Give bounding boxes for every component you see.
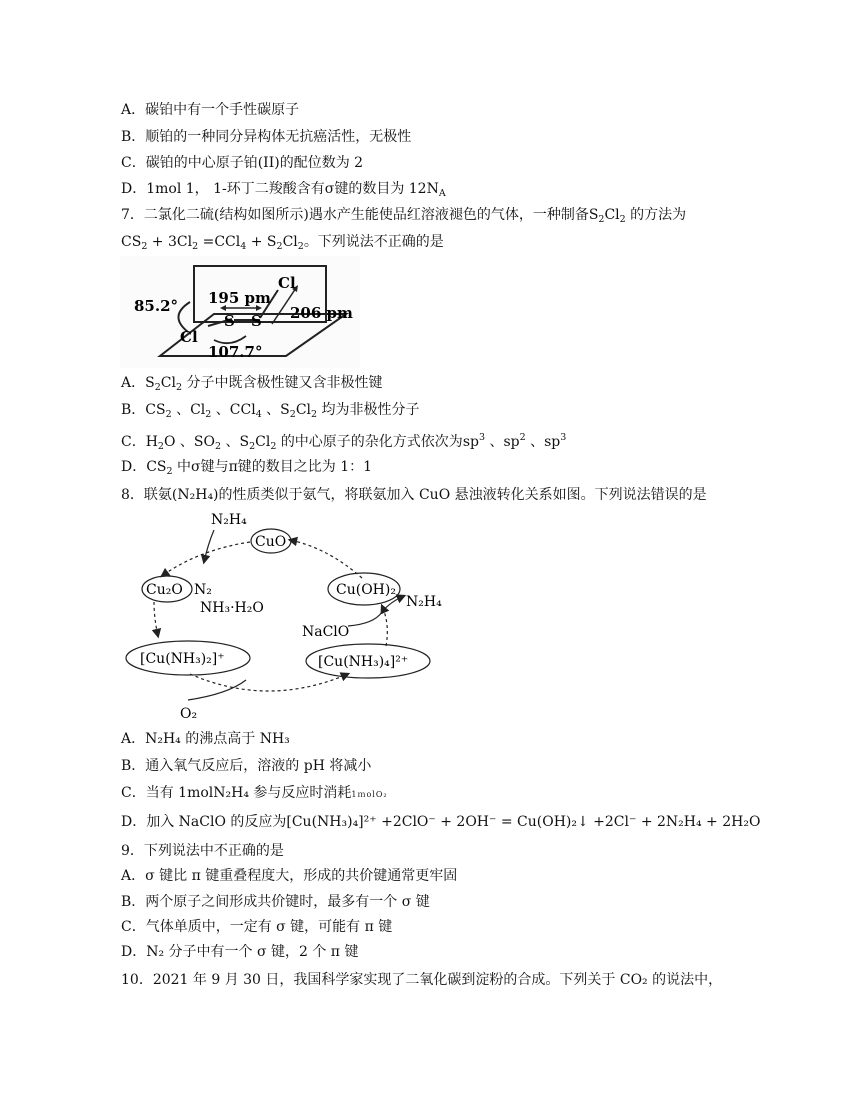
q9-stem: 9．下列说法中不正确的是 (121, 843, 284, 859)
q6-option-b: B．顺铂的一种同分异构体无抗癌活性，无极性 (121, 129, 412, 145)
q8-option-c-text: C．当有 1molN₂H₄ 参与反应时消耗 (121, 785, 352, 801)
n2h4-cycle-diagram (118, 508, 448, 723)
q7-option-a: A．$S_2Cl_2$ 分子中既含极性键又含非极性键 (121, 375, 383, 393)
n2-label: N₂ (194, 582, 212, 598)
q8-option-a: A．N₂H₄ 的沸点高于 NH₃ (121, 731, 290, 747)
q7-stem-line2: $CS_2 + 3Cl_2 =CCl_4 + S_2Cl_2$。下列说法不正确的是 (121, 234, 444, 252)
angle-left-label: 85.2° (134, 297, 179, 315)
q7-stem-tail: 的方法为 (630, 207, 687, 223)
q8-option-c-small: 1ｍolO₂ (351, 790, 388, 799)
bond-scl-label: 206 pm (290, 304, 353, 322)
q7-option-c: C．$H_2O$ 、$SO_2$ 、$S_2Cl_2$ 的中心原子的杂化方式依次为$sp^3$ 、$sp^2$ 、$sp^3$ (121, 432, 567, 452)
atom-cl-bottom: Cl (180, 328, 198, 346)
q6-option-d-sub: A (438, 188, 446, 199)
q10-stem: 10．2021 年 9 月 30 日，我国科学家实现了二氧化碳到淀粉的合成。下列关于 CO₂ 的说法中， (121, 972, 723, 988)
q8-stem: 8．联氨(N₂H₄)的性质类似于氨气，将联氨加入 CuO 悬浊液转化关系如图。下列说法错误的是 (121, 487, 707, 503)
bond-ss-label: 195 pm (208, 289, 271, 307)
q9-option-c: C．气体单质中，一定有 σ 键，可能有 π 键 (121, 919, 393, 935)
atom-cl-top: Cl (278, 274, 296, 292)
q8-option-c (121, 784, 388, 804)
s2cl2-structure-figure (120, 256, 360, 368)
q7-option-d: D．$CS_2$ 中σ键与π键的数目之比为 1：1 (121, 459, 373, 477)
cu-nh3-2-label: [Cu(NH₃)₂]⁺ (140, 651, 225, 667)
q7-stem-text: 7．二氯化二硫(结构如图所示)遇水产生能使品红溶液褪色的气体，一种制备S (121, 207, 599, 223)
q7-option-b: B．$CS_2$ 、$Cl_2$ 、CCl$_4$ 、$S_2Cl_2$ 均为非极性分子 (121, 402, 420, 420)
o2-label: O₂ (180, 706, 198, 722)
q7-option-b-text: 均为非极性分子 (321, 402, 420, 418)
cuo-label: CuO (255, 534, 287, 550)
q6-option-a: A．碳铂中有一个手性碳原子 (121, 102, 300, 118)
atom-s1: S (224, 312, 235, 330)
n2h4-top-label: N₂H₄ (211, 512, 247, 528)
q9-option-d: D．N₂ 分子中有一个 σ 键，2 个 π 键 (121, 944, 359, 960)
q9-option-a: A．σ 键比 π 键重叠程度大，形成的共价键通常更牢固 (121, 868, 458, 884)
q7-option-d-text: 中σ键与π键的数目之比为 1：1 (177, 459, 373, 475)
q7-option-a-text: 分子中既含极性键又含非极性键 (186, 375, 383, 391)
angle-bottom-label: 107.7° (208, 343, 263, 361)
q6-option-d (121, 180, 446, 203)
q7-stem-end: 。下列说法不正确的是 (303, 234, 444, 250)
cuoh2-label: Cu(OH)₂ (336, 582, 396, 598)
cu2o-label: Cu₂O (146, 582, 183, 598)
q7-stem-line1: 7．二氯化二硫(结构如图所示)遇水产生能使品红溶液褪色的气体，一种制备$S_2Cl_2$ 的方法为 (121, 207, 687, 225)
cu-nh3-4-label: [Cu(NH₃)₄]²⁺ (318, 654, 409, 670)
atom-s2: S (251, 312, 262, 330)
q6-option-d-text: D．1mol 1， 1-环丁二羧酸含有σ键的数目为 12N (121, 181, 439, 197)
q8-option-d: D．加入 NaClO 的反应为[Cu(NH₃)₄]²⁺ +2ClO⁻ + 2OH⁻ = Cu(OH)₂↓ +2Cl⁻ + 2N₂H₄ + 2H₂O (121, 814, 761, 830)
nh3h2o-label: NH₃·H₂O (200, 600, 264, 616)
q9-option-b: B．两个原子之间形成共价键时，最多有一个 σ 键 (121, 894, 430, 910)
naclo-label: NaClO (302, 624, 350, 640)
q7-option-c-text: 的中心原子的杂化方式依次为 (280, 434, 463, 450)
q8-option-b: B．通入氧气反应后，溶液的 pH 将减小 (121, 758, 372, 774)
n2h4-right-label: N₂H₄ (406, 594, 442, 610)
q6-option-c: C．碳铂的中心原子铂(II)的配位数为 2 (121, 155, 364, 171)
